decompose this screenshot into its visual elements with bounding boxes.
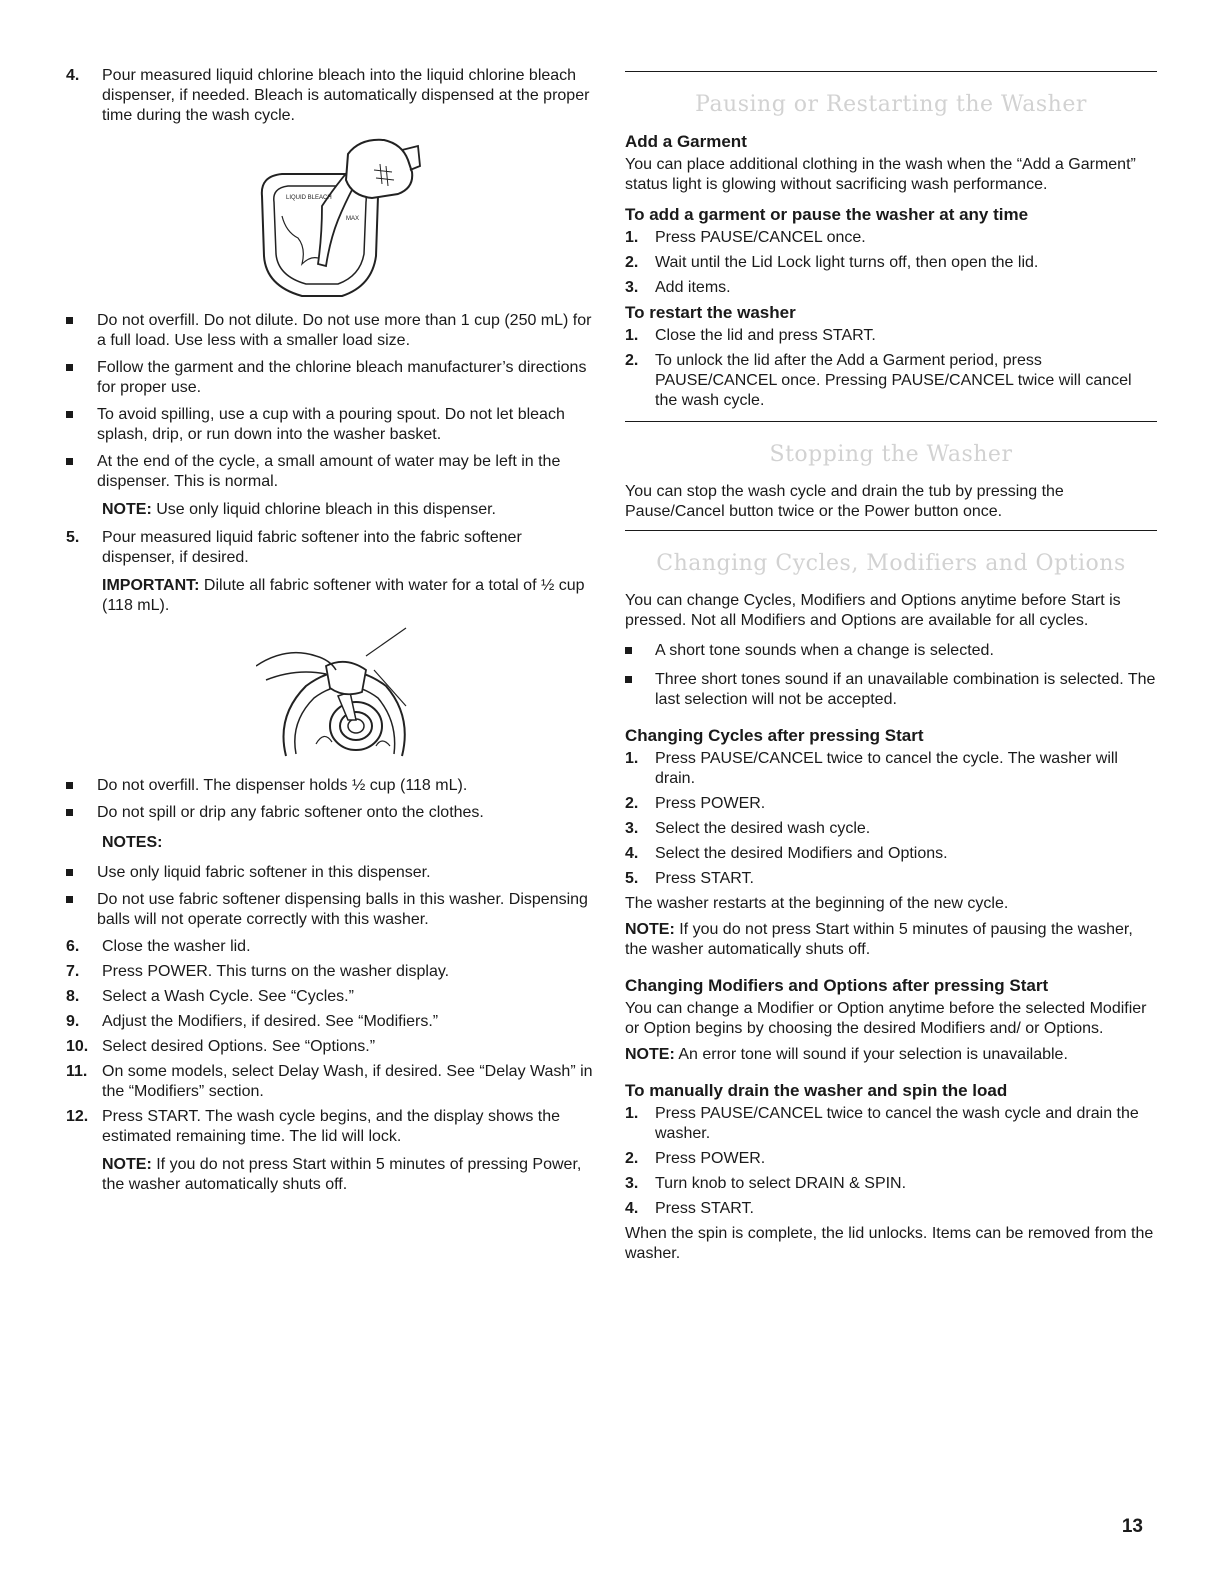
bullet-item: To avoid spilling, use a cup with a pouring spout. Do not let bleach splash, drip, or run down into the washer basket. <box>66 405 594 445</box>
drain-heading: To manually drain the washer and spin the load <box>625 1081 1008 1100</box>
section-divider <box>625 71 1157 72</box>
modifiers-text: You can change a Modifier or Option anytime before the selected Modifier or Option begins by choosing the desired Modifiers and/ or Options. <box>625 1000 1147 1037</box>
note-label: NOTE: <box>625 1046 675 1063</box>
step-number: 2. <box>625 254 639 271</box>
step-text: Select the desired Modifiers and Options. <box>655 845 948 862</box>
step-number: 10. <box>66 1038 89 1055</box>
drain-step <box>625 1174 1157 1194</box>
step-8 <box>66 987 594 1007</box>
note-text: If you do not press Start within 5 minutes of pressing Power, the washer automatically shuts off. <box>102 1156 582 1193</box>
step-text: Select desired Options. See “Options.” <box>102 1038 376 1055</box>
step-text: Pour measured liquid chlorine bleach into the liquid chlorine bleach dispenser, if needed. Bleach is automatically dispensed at the proper time during the wash cycle. <box>102 67 590 124</box>
step-number: 3. <box>625 279 639 296</box>
restart-step <box>625 351 1157 411</box>
to-add-step <box>625 253 1157 273</box>
step-text: Press PAUSE/CANCEL once. <box>655 229 866 246</box>
bleach-pour-drawing <box>252 136 422 301</box>
note-text: An error tone will sound if your selection is unavailable. <box>674 1046 1068 1063</box>
step-text: Press POWER. This turns on the washer display. <box>102 963 450 980</box>
step-number: 2. <box>625 1150 639 1167</box>
step-text: Wait until the Lid Lock light turns off, then open the lid. <box>655 254 1039 271</box>
important-label: IMPORTANT: <box>102 577 200 594</box>
bullet-item: Do not overfill. The dispenser holds ½ cup (118 mL). <box>66 776 594 796</box>
drain-step <box>625 1149 1157 1169</box>
note-text: Use only liquid chlorine bleach in this dispenser. <box>151 501 496 518</box>
bullet-item: Do not use fabric softener dispensing balls in this washer. Dispensing balls will not operate correctly with this washer. <box>66 890 594 930</box>
step-number: 3. <box>625 820 639 837</box>
cycles-after: The washer restarts at the beginning of the new cycle. <box>625 895 1009 912</box>
cycles-heading: Changing Cycles after pressing Start <box>625 726 924 745</box>
bullet-item: Do not overfill. Do not dilute. Do not use more than 1 cup (250 mL) for a full load. Use less with a smaller load size. <box>66 311 594 351</box>
cycles-step <box>625 869 1157 889</box>
bullet-item: Do not spill or drip any fabric softener onto the clothes. <box>66 803 594 823</box>
to-add-step <box>625 228 1157 248</box>
important-note <box>102 576 594 616</box>
step-number: 1. <box>625 327 639 344</box>
step-text: On some models, select Delay Wash, if desired. See “Delay Wash” in the “Modifiers” section. <box>102 1063 593 1100</box>
step-text: Press START. <box>655 1200 754 1217</box>
step-number: 4. <box>625 845 639 862</box>
step-number: 12. <box>66 1108 89 1125</box>
step-text: Press START. <box>655 870 754 887</box>
step-text: Press POWER. <box>655 795 766 812</box>
note-label: NOTE: <box>102 1156 152 1173</box>
bullet-item: A short tone sounds when a change is selected. <box>625 641 1157 661</box>
step-4 <box>66 66 594 126</box>
step-number: 1. <box>625 750 639 767</box>
drain-step <box>625 1104 1157 1144</box>
notes-bullets <box>66 863 594 930</box>
step-number: 8. <box>66 988 80 1005</box>
step-text: Pour measured liquid fabric softener into the fabric softener dispenser, if desired. <box>102 529 522 566</box>
add-garment-text: You can place additional clothing in the wash when the “Add a Garment” status light is glowing without sacrificing wash performance. <box>625 156 1136 193</box>
step-5 <box>66 528 594 616</box>
step-number: 1. <box>625 1105 639 1122</box>
note-label: NOTE: <box>102 501 152 518</box>
step-text: Press PAUSE/CANCEL twice to cancel the wash cycle and drain the washer. <box>655 1105 1139 1142</box>
step-text: Select the desired wash cycle. <box>655 820 871 837</box>
cycles-step <box>625 749 1157 789</box>
note-label: NOTE: <box>625 921 675 938</box>
cycles-step <box>625 844 1157 864</box>
restart-heading: To restart the washer <box>625 303 796 322</box>
drain-after: When the spin is complete, the lid unlocks. Items can be removed from the washer. <box>625 1225 1154 1262</box>
step-number: 5. <box>625 870 639 887</box>
modifiers-heading: Changing Modifiers and Options after pressing Start <box>625 976 1049 995</box>
changing-section-title: Changing Cycles, Modifiers and Options <box>656 551 1126 576</box>
step-12-note <box>102 1155 594 1195</box>
drain-step <box>625 1199 1157 1219</box>
page-number: 13 <box>1121 1516 1143 1537</box>
step-text: Close the washer lid. <box>102 938 251 955</box>
bullet-item: At the end of the cycle, a small amount of water may be left in the dispenser. This is normal. <box>66 452 594 492</box>
step-text: Add items. <box>655 279 731 296</box>
step-text: Select a Wash Cycle. See “Cycles.” <box>102 988 354 1005</box>
stopping-text: You can stop the wash cycle and drain the tub by pressing the Pause/Cancel button twice or the Power button once. <box>625 483 1064 520</box>
step-text: Press POWER. <box>655 1150 766 1167</box>
step-9 <box>66 1012 594 1032</box>
step-text: To unlock the lid after the Add a Garment period, press PAUSE/CANCEL once. Pressing PAUSE/CANCEL twice will cancel the wash cycle. <box>655 352 1132 409</box>
stopping-section-title: Stopping the Washer <box>769 442 1013 467</box>
bleach-dispenser-illustration <box>252 136 594 301</box>
notes-label: NOTES: <box>102 834 163 851</box>
step-number: 9. <box>66 1013 80 1030</box>
step-text: Close the lid and press START. <box>655 327 876 344</box>
step-number: 2. <box>625 795 639 812</box>
dispenser-label: LIQUID BLEACH <box>286 195 332 201</box>
modifiers-note <box>625 1045 1157 1065</box>
changing-bullets <box>625 641 1157 710</box>
step-number: 7. <box>66 963 80 980</box>
step-number: 4. <box>625 1200 639 1217</box>
step-text: Turn knob to select DRAIN & SPIN. <box>655 1175 907 1192</box>
note-text: If you do not press Start within 5 minutes of pausing the washer, the washer automatically shuts off. <box>625 921 1133 958</box>
bullet-item: Use only liquid fabric softener in this dispenser. <box>66 863 594 883</box>
add-garment-heading: Add a Garment <box>625 132 747 151</box>
step-number: 6. <box>66 938 80 955</box>
step-4-bullets <box>66 311 594 492</box>
step-text: Press START. The wash cycle begins, and the display shows the estimated remaining time. The lid will lock. <box>102 1108 561 1145</box>
step-number: 1. <box>625 229 639 246</box>
softener-pour-drawing <box>256 626 416 766</box>
left-column <box>66 66 594 1201</box>
step-7 <box>66 962 594 982</box>
step-number: 3. <box>625 1175 639 1192</box>
bullet-item: Follow the garment and the chlorine bleach manufacturer’s directions for proper use. <box>66 358 594 398</box>
restart-step <box>625 326 1157 346</box>
to-add-step <box>625 278 1157 298</box>
right-column <box>625 66 1157 1270</box>
step-5-bullets <box>66 776 594 823</box>
max-label: MAX <box>346 216 360 222</box>
step-4-note <box>66 500 594 520</box>
step-number: 4. <box>66 67 80 84</box>
step-11 <box>66 1062 594 1102</box>
bullet-item: Three short tones sound if an unavailable combination is selected. The last selection will not be accepted. <box>625 670 1157 710</box>
section-divider <box>625 421 1157 422</box>
step-number: 2. <box>625 352 639 369</box>
important-text: Dilute all fabric softener with water for a total of ½ cup (118 mL). <box>102 577 585 614</box>
section-divider <box>625 530 1157 531</box>
step-number: 11. <box>66 1063 88 1080</box>
step-6 <box>66 937 594 957</box>
softener-dispenser-illustration <box>256 626 594 766</box>
pausing-section-title: Pausing or Restarting the Washer <box>695 92 1087 117</box>
step-number: 5. <box>66 529 80 546</box>
step-text: Adjust the Modifiers, if desired. See “Modifiers.” <box>102 1013 439 1030</box>
changing-intro: You can change Cycles, Modifiers and Options anytime before Start is pressed. Not all Modifiers and Options are available for all cycles. <box>625 592 1121 629</box>
to-add-heading: To add a garment or pause the washer at any time <box>625 205 1029 224</box>
cycles-step <box>625 819 1157 839</box>
step-text: Press PAUSE/CANCEL twice to cancel the cycle. The washer will drain. <box>655 750 1118 787</box>
step-12 <box>66 1107 594 1195</box>
cycles-note <box>625 920 1157 960</box>
step-10 <box>66 1037 594 1057</box>
cycles-step <box>625 794 1157 814</box>
